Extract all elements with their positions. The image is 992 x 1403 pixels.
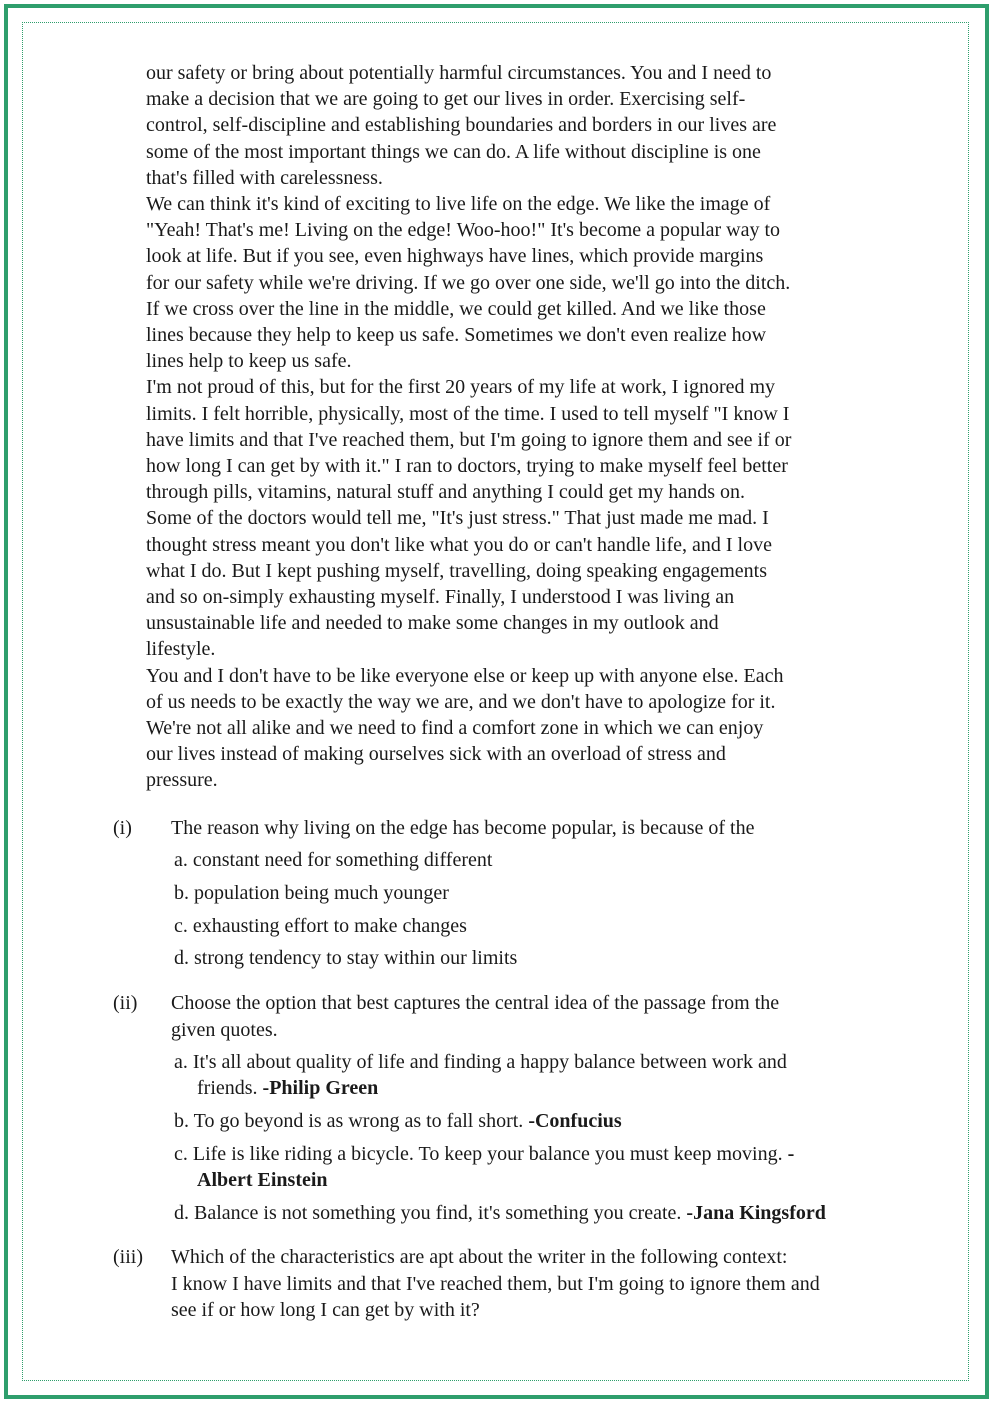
question-2-option-b bbox=[174, 1108, 622, 1134]
passage-line: I'm not proud of this, but for the first 20 years of my life at work, I ignored my bbox=[146, 376, 776, 399]
passage-line: We can think it's kind of exciting to live life on the edge. We like the image of bbox=[146, 193, 771, 215]
passage-line: our lives instead of making ourselves sick with an overload of stress and bbox=[146, 743, 726, 766]
passage-line: our safety or bring about potentially harmful circumstances. You and I need to bbox=[146, 62, 772, 84]
passage-line: that's filled with carelessness. bbox=[146, 166, 383, 189]
passage-line: limits. I felt horrible, physically, most of the time. I used to tell myself "I know I bbox=[146, 402, 790, 425]
passage-line: lines help to keep us safe. bbox=[146, 350, 352, 373]
passage-line: make a decision that we are going to get our lives in order. Exercising self- bbox=[146, 88, 746, 111]
passage-line: lines because they help to keep us safe. Sometimes we don't even realize how bbox=[146, 324, 767, 346]
question-1-option-b: b. population being much younger bbox=[174, 882, 449, 904]
question-1-option-a: a. constant need for something different bbox=[174, 849, 493, 871]
quote-author: -Philip Green bbox=[262, 1077, 379, 1099]
passage-line: and so on-simply exhausting myself. Finally, I understood I was living an bbox=[146, 586, 735, 608]
passage-line: have limits and that I've reached them, but I'm going to ignore them and see if or bbox=[146, 428, 792, 451]
passage-line: some of the most important things we can do. A life without discipline is one bbox=[146, 140, 761, 163]
passage-line: look at life. But if you see, even highways have lines, which provide margins bbox=[146, 245, 764, 268]
quote-author: -Confucius bbox=[528, 1110, 622, 1132]
passage-line: of us needs to be exactly the way we are, and we don't have to apologize for it. bbox=[146, 690, 776, 713]
passage-line: through pills, vitamins, natural stuff and anything I could get my hands on. bbox=[146, 481, 745, 504]
quote-author: Albert Einstein bbox=[197, 1169, 328, 1191]
passage-line: Some of the doctors would tell me, "It's just stress." That just made me mad. I bbox=[146, 507, 769, 530]
passage-line: for our safety while we're driving. If we go over one side, we'll go into the ditch. bbox=[146, 271, 791, 294]
passage-line: lifestyle. bbox=[146, 638, 216, 661]
passage-line: thought stress meant you don't like what you do or can't handle life, and I love bbox=[146, 533, 772, 556]
question-3-context: I know I have limits and that I've reached them, but I'm going to ignore them and bbox=[171, 1273, 820, 1295]
passage-line: You and I don't have to be like everyone else or keep up with anyone else. Each bbox=[146, 664, 784, 687]
question-2-text-cont: given quotes. bbox=[171, 1019, 278, 1041]
question-1-number: (i) bbox=[113, 817, 132, 839]
option-text: friends. bbox=[197, 1077, 263, 1099]
question-2-number: (ii) bbox=[113, 992, 138, 1014]
quote-author: -Jana Kingsford bbox=[686, 1202, 826, 1224]
passage-line: control, self-discipline and establishing boundaries and borders in our lives are bbox=[146, 114, 777, 137]
passage-line: how long I can get by with it." I ran to doctors, trying to make myself feel better bbox=[146, 455, 788, 477]
question-3-number: (iii) bbox=[113, 1246, 143, 1268]
passage-line: If we cross over the line in the middle, we could get killed. And we like those bbox=[146, 297, 766, 320]
passage-line: We're not all alike and we need to find a comfort zone in which we can enjoy bbox=[146, 717, 764, 739]
question-2-option-a: a. It's all about quality of life and finding a happy balance between work and bbox=[174, 1051, 787, 1073]
question-2-option-d bbox=[174, 1200, 826, 1226]
option-text: d. Balance is not something you find, it's something you create. bbox=[174, 1202, 687, 1224]
passage-line: pressure. bbox=[146, 769, 218, 792]
question-3-context-cont: see if or how long I can get by with it? bbox=[171, 1299, 480, 1321]
quote-dash: - bbox=[787, 1143, 795, 1165]
option-text: c. Life is like riding a bicycle. To keep your balance you must keep moving. bbox=[174, 1143, 788, 1165]
passage-line: what I do. But I kept pushing myself, travelling, doing speaking engagements bbox=[146, 559, 767, 582]
question-1-option-c: c. exhausting effort to make changes bbox=[174, 915, 467, 937]
question-2-option-c bbox=[174, 1141, 794, 1167]
question-1-option-d: d. strong tendency to stay within our limits bbox=[174, 947, 518, 969]
question-2-option-c-cont bbox=[197, 1167, 328, 1193]
question-2-option-a-cont bbox=[197, 1075, 378, 1101]
question-3-text: Which of the characteristics are apt about the writer in the following context: bbox=[171, 1246, 788, 1268]
question-1-text: The reason why living on the edge has become popular, is because of the bbox=[171, 817, 755, 839]
option-text: b. To go beyond is as wrong as to fall short. bbox=[174, 1110, 529, 1132]
passage-line: "Yeah! That's me! Living on the edge! Woo-hoo!" It's become a popular way to bbox=[146, 219, 781, 242]
question-2-text: Choose the option that best captures the central idea of the passage from the bbox=[171, 992, 780, 1014]
passage-line: unsustainable life and needed to make some changes in my outlook and bbox=[146, 612, 719, 635]
